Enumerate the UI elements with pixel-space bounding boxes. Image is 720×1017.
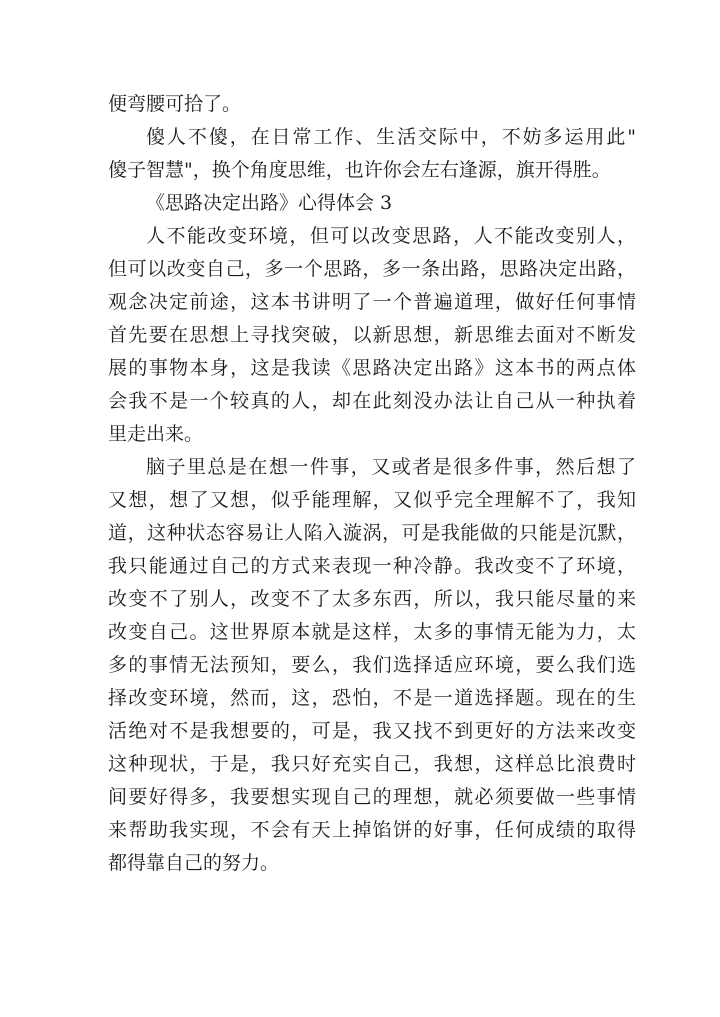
paragraph-line: 都得靠自己的努力。 [108, 852, 280, 874]
paragraph-line: 择改变环境，然而，这，恐怕，不是一道选择题。现在的生 [108, 687, 636, 709]
paragraph-line: 人不能改变环境，但可以改变思路，人不能改变别人， [146, 225, 636, 247]
paragraph-line: 活绝对不是我想要的，可是，我又找不到更好的方法来改变 [108, 720, 636, 742]
paragraph-line: 会我不是一个较真的人，却在此刻没办法让自己从一种执着 [108, 390, 636, 412]
paragraph-line: 来帮助我实现，不会有天上掉馅饼的好事，任何成绩的取得 [108, 819, 636, 841]
paragraph-line: 又想，想了又想，似乎能理解，又似乎完全理解不了，我知 [108, 489, 636, 511]
paragraph-line: 道，这种状态容易让人陷入漩涡，可是我能做的只能是沉默， [108, 522, 636, 544]
document-page [108, 88, 636, 880]
paragraph-line: 里走出来。 [108, 423, 204, 445]
paragraph-line: 傻子智慧"，换个角度思维，也许你会左右逢源，旗开得胜。 [108, 159, 611, 181]
paragraph-line: 改变不了别人，改变不了太多东西，所以，我只能尽量的来 [108, 588, 636, 610]
paragraph-line: 多的事情无法预知，要么，我们选择适应环境，要么我们选 [108, 654, 636, 676]
paragraph-line: 傻人不傻，在日常工作、生活交际中，不妨多运用此" [146, 126, 636, 148]
paragraph-line: 脑子里总是在想一件事，又或者是很多件事，然后想了 [146, 456, 636, 478]
paragraph-line: 我只能通过自己的方式来表现一种冷静。我改变不了环境， [108, 555, 636, 577]
paragraph-line: 首先要在思想上寻找突破，以新思想，新思维去面对不断发 [108, 324, 636, 346]
paragraph-line: 展的事物本身，这是我读《思路决定出路》这本书的两点体 [108, 357, 636, 379]
paragraph-line: 间要好得多，我要想实现自己的理想，就必须要做一些事情 [108, 786, 636, 808]
paragraph-line: 改变自己。这世界原本就是这样，太多的事情无能为力，太 [108, 621, 636, 643]
section-heading: 《思路决定出路》心得体会 3 [146, 192, 393, 214]
paragraph-line: 这种现状，于是，我只好充实自己，我想，这样总比浪费时 [108, 753, 636, 775]
paragraph-line: 便弯腰可拾了。 [108, 93, 242, 115]
paragraph-line: 但可以改变自己，多一个思路，多一条出路，思路决定出路， [108, 258, 636, 280]
paragraph-line: 观念决定前途，这本书讲明了一个普遍道理，做好任何事情 [108, 291, 636, 313]
